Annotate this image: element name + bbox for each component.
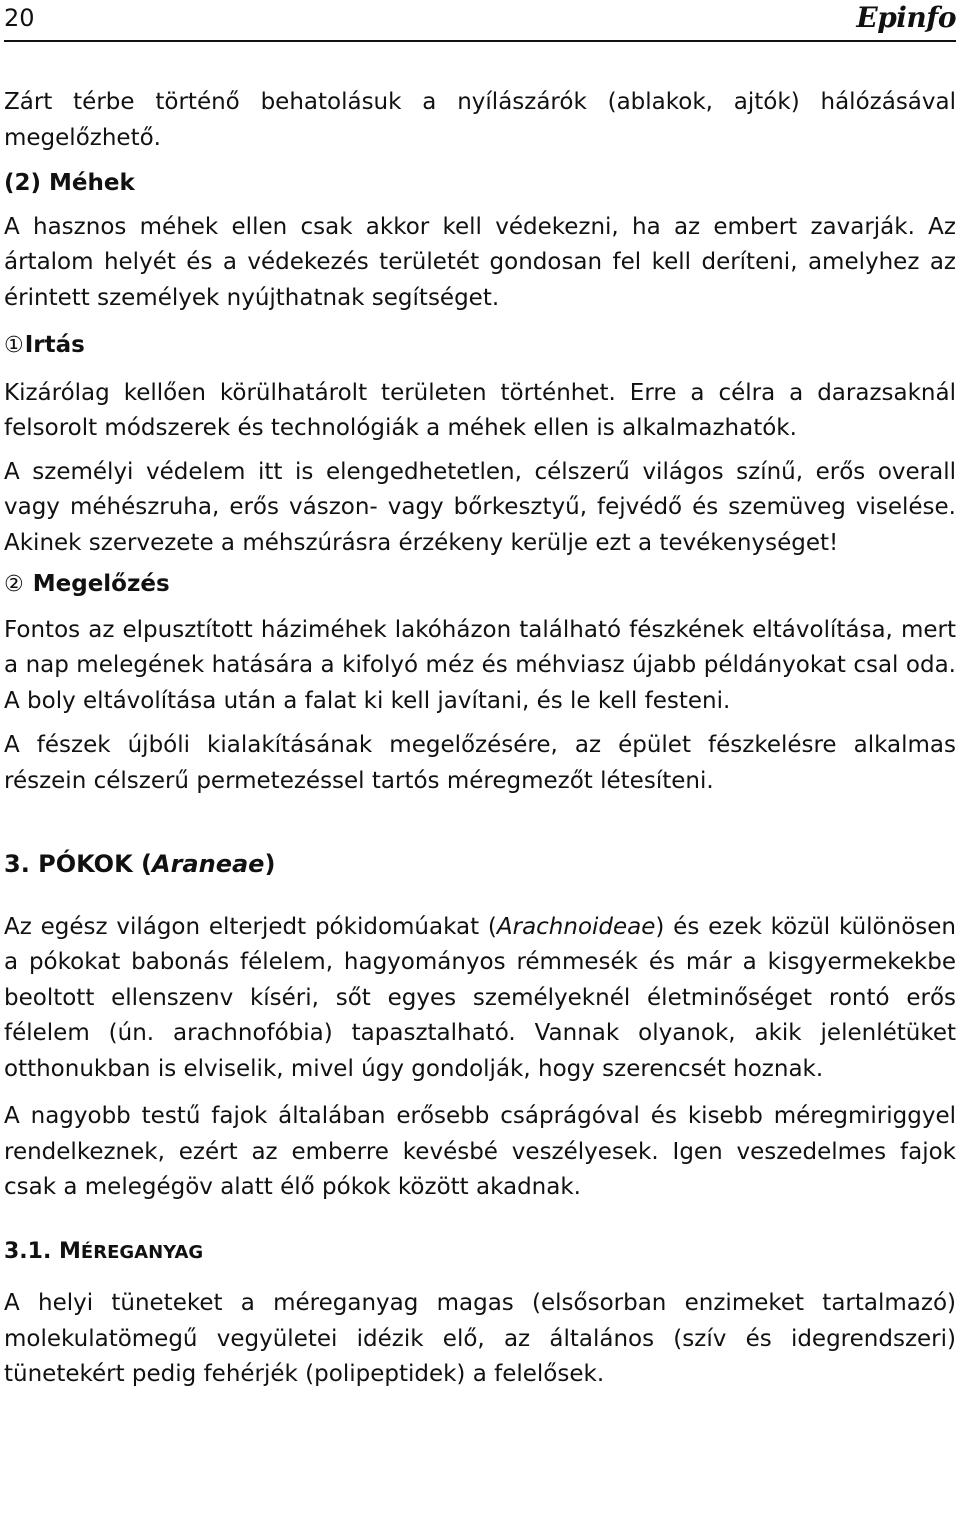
paragraph-pokidomuak (4, 910, 956, 1088)
page-number: 20 (4, 4, 35, 32)
circled-two-icon: ② (4, 572, 24, 597)
paragraph-vedelem: A személyi védelem itt is elengedhetetlen, célszerű világos színű, erős overall vagy méhészruha, erős vászon- vagy bőrkesztyű, fejvédő és szemüveg viselése. Akinek szervezete a méhszúrásra érzékeny kerülje ezt a tevékenységet! (4, 458, 956, 556)
paragraph-pokidomuak-latin: Arachnoideae (496, 913, 656, 940)
paragraph-irtas: Kizárólag kellően körülhatárolt területen történhet. Erre a célra a darazsaknál felsorolt módszerek és technológiák a méhek ellen is alkalmazhatók. (4, 379, 956, 441)
heading-pokok-prefix: 3. PÓKOK ( (4, 850, 153, 878)
body-text (4, 85, 956, 1393)
heading-megelozes-label: Megelőzés (32, 571, 170, 597)
paragraph-fajok: A nagyobb testű fajok általában erősebb csáprágóval és kisebb méregmiriggyel rendelkeznek, ezért az emberre kevésbé veszélyesek. Igen veszedelmes fajok csak a melegégöv alatt élő pókok között akadnak. (4, 1103, 956, 1200)
heading-mereganyag-number: 3.1. (4, 1238, 59, 1264)
heading-mereganyag-initial: M (59, 1238, 81, 1264)
brand-logo: Epinfo (856, 1, 956, 34)
heading-pokok (4, 847, 956, 883)
circled-one-icon: ① (4, 333, 24, 358)
paragraph-pokidomuak-b: ) és ezek közül különösen a pókokat babonás félelem, hagyományos rémmesék és már a kisgyermekekbe beoltott ellenszenv kíséri, sőt egyes személyeknél életminőséget rontó erős félelem (ún. arachnofóbia) tapasztalható. Vannak olyanok, akik jelenlétüket otthonukban is elviselik, mivel úgy gondolják, hogy szerencsét hoznak. (4, 913, 956, 1082)
paragraph-tunetek: A helyi tüneteket a méreganyag magas (elsősorban enzimeket tartalmazó) molekulatömegű vegyületei idézik elő, az általános (szív és idegrendszeri) tünetekért pedig fehérjék (polipeptidek) a felelősek. (4, 1290, 956, 1387)
paragraph-mehek: A hasznos méhek ellen csak akkor kell védekezni, ha az embert zavarják. Az ártalom helyét és a védekezés területét gondosan fel kell deríteni, amelyhez az érintett személyek nyújthatnak segítséget. (4, 213, 956, 311)
heading-mereganyag (4, 1234, 956, 1271)
paragraph-megelozes: Fontos az elpusztított háziméhek lakóházon található fészkének eltávolítása, mert a nap melegének hatására a kifolyó méz és méhviasz újabb példányokat csal oda. A boly eltávolítása után a falat ki kell javítani, és le kell festeni. (4, 616, 956, 714)
heading-irtas (4, 328, 956, 364)
heading-pokok-latin: Araneae (152, 850, 265, 878)
heading-megelozes (4, 567, 956, 603)
paragraph-intrusion: Zárt térbe történő behatolásuk a nyílászárók (ablakok, ajtók) hálózásával megelőzhető. (4, 89, 956, 151)
heading-mehek: (2) Méhek (4, 170, 135, 196)
heading-irtas-label: Irtás (24, 332, 85, 358)
page-header (4, 0, 956, 40)
heading-pokok-suffix: ) (264, 850, 276, 878)
paragraph-pokidomuak-a: Az egész világon elterjedt pókidomúakat ( (4, 913, 497, 940)
header-rule (4, 40, 956, 42)
paragraph-meregmezo: A fészek újbóli kialakításának megelőzésére, az épület fészkelésre alkalmas részein célszerű permetezéssel tartós méregmezőt létesíteni. (4, 732, 956, 794)
heading-mereganyag-rest: ÉREGANYAG (80, 1241, 204, 1263)
